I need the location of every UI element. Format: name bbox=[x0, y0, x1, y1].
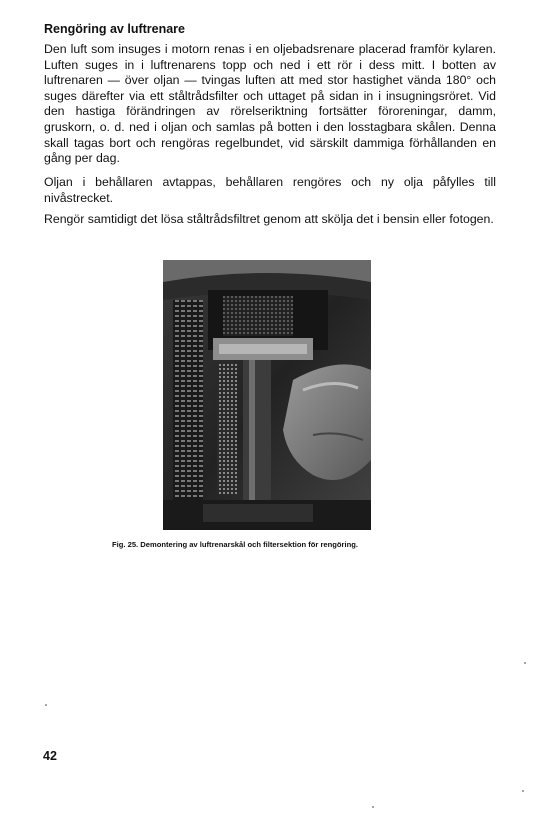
section-heading: Rengöring av luftrenare bbox=[44, 22, 185, 36]
scan-speck bbox=[524, 662, 526, 664]
paragraph-oil-change: Oljan i behållaren avtappas, behållaren rengöres och ny olja påfylles till nivåstrecket. bbox=[44, 175, 496, 205]
figure-caption: Fig. 25. Demontering av luftrenarskål och filtersektion för rengöring. bbox=[112, 540, 358, 549]
scan-speck bbox=[522, 790, 524, 792]
scan-speck bbox=[45, 704, 47, 706]
air-cleaner-photo bbox=[163, 260, 371, 530]
scan-speck bbox=[372, 806, 374, 808]
page-number: 42 bbox=[43, 749, 57, 763]
paragraph-air-cleaner-description: Den luft som insuges i motorn renas i en oljebadsrenare placerad framför kylaren. Luften suges in i luftrenarens topp och ned i ett rör i dess mitt. I botten av luftrenaren — över oljan — tvingas luften att med stor hastighet vända 180° och suges därefter via ett ståltrådsfilter och uttaget på sidan in i insugningsröret. Vid den hastiga förändringen av rörelseriktning fortsätter föroreningar, damm, gruskorn, o. d. ned i oljan och samlas på botten i den losstagbara skålen. Denna skall tagas bort och rengöras regelbundet, vid särskilt dammiga förhållanden en gång per dag. bbox=[44, 42, 496, 166]
paragraph-filter-cleaning: Rengör samtidigt det lösa ståltrådsfiltret genom att skölja det i bensin eller fotogen. bbox=[44, 212, 494, 226]
figure-photo bbox=[163, 260, 371, 530]
